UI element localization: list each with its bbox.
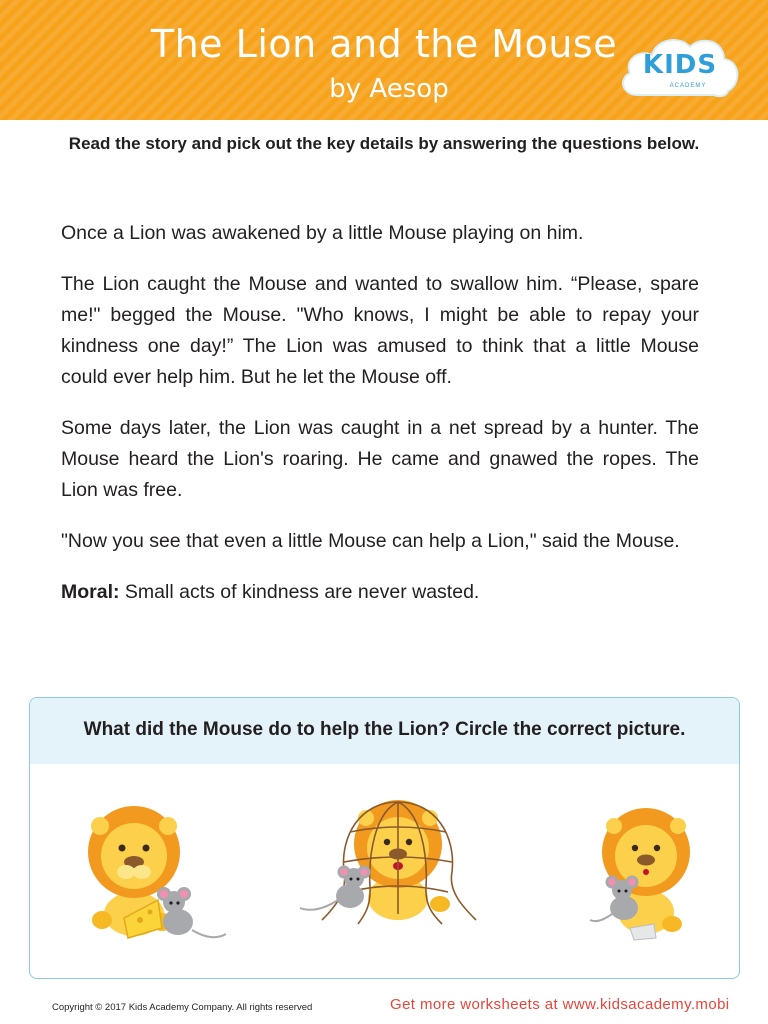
moral [61,577,699,608]
lion-mouse-paper-icon [560,802,720,952]
author-byline: by Aesop [329,74,449,104]
story-paragraph: The Lion caught the Mouse and wanted to swallow him. “Please, spare me!" begged the Mouse. "Who knows, I might be able to repay your kindness one day!” The Lion was amused to think that a little Mouse could ever help him. But he let the Mouse off. [61,273,699,388]
answer-choice-paper[interactable] [560,802,720,952]
instructions: Read the story and pick out the key details by answering the questions below. [68,134,700,153]
question-box [29,697,740,979]
logo-subtext: ACADEMY [669,83,707,89]
promo-link[interactable]: Get more worksheets at www.kidsacademy.mobi [390,996,730,1013]
moral-label: Moral: [61,581,120,603]
copyright-notice: Copyright © 2017 Kids Academy Company. All rights reserved [52,1002,313,1013]
lion-mouse-cheese-icon [66,802,236,952]
question-prompt: What did the Mouse do to help the Lion? Circle the correct picture. [30,698,739,764]
story-text [61,218,699,628]
kids-academy-logo[interactable] [618,33,742,103]
answer-choice-net[interactable] [264,792,504,942]
story-paragraph: Once a Lion was awakened by a little Mouse playing on him. [61,222,584,244]
header-banner [0,0,768,120]
story-paragraph: "Now you see that even a little Mouse can help a Lion," said the Mouse. [61,530,680,552]
answer-choice-cheese[interactable] [66,802,236,952]
logo-wordmark: KIDS [642,50,718,80]
page-title: The Lion and the Mouse [150,22,618,66]
story-paragraph: Some days later, the Lion was caught in a net spread by a hunter. The Mouse heard the Lion's roaring. He came and gnawed the ropes. The Lion was free. [61,417,699,501]
lion-net-icon [264,792,504,942]
moral-text: Small acts of kindness are never wasted. [119,581,480,603]
